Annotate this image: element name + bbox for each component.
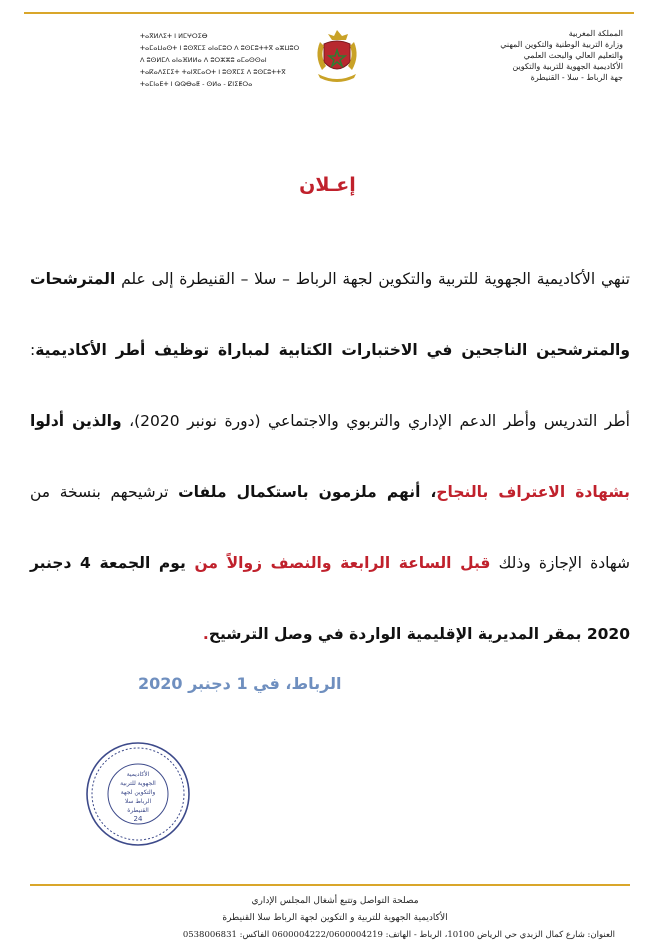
body-text-segment: تنهي الأكاديمية الجهوية للتربية والتكوين لجهة الرباط – سلا – القنيطرة إلى علم xyxy=(115,270,630,288)
body-bold-segment: ، أنهم ملزمون باستكمال ملفات xyxy=(178,483,437,501)
body-bold-segment: المترشحات والمترشحين الناجحين في الاختبارات الكتابية لمباراة توظيف أطر الأكاديمية xyxy=(30,270,630,359)
announcement-body xyxy=(30,244,630,670)
header-tifinagh-line: ⴷ ⵓⵙⵍⵎⴷ ⴰⵏⴰⴼⵍⵍⴰ ⴷ ⵓⵔⵣⵣⵓ ⴰⵎⴰⵙⵙⴰⵏ xyxy=(140,56,267,64)
header-arabic-line: وزارة التربية الوطنية والتكوين المهني xyxy=(500,40,623,49)
footer-address: العنوان: شارع كمال الزبدي حي الرياض 10100، الرباط - الهاتف: 0600004222/0600004219 الفاكس: 0538006831 xyxy=(182,930,615,940)
body-text-segment: ترشيحهم بنسخة من شهادة الإجازة وذلك xyxy=(30,483,630,572)
header-arabic-line: جهة الرباط - سلا - القنيطرة xyxy=(530,73,623,82)
announcement-title: إعـلان xyxy=(299,174,356,196)
header-tifinagh xyxy=(140,30,300,90)
footer xyxy=(55,893,615,944)
stamp-text-line: القنيطرة xyxy=(127,807,149,814)
header-tifinagh-line: ⵜⴰⴽⴰⴷⵉⵎⵉⵜ ⵜⴰⵏⴳⵎⴰⵔⵜ ⵏ ⵓⵙⴳⵎⵉ ⴷ ⵓⵙⵎⵓⵜⵜⴳ xyxy=(140,68,286,76)
official-stamp xyxy=(84,740,192,848)
stamp-text-line: والتكوين لجهة xyxy=(120,789,156,796)
header-arabic-line: الأكاديمية الجهوية للتربية والتكوين xyxy=(512,62,623,71)
header-tifinagh-line: ⵜⴰⴳⵍⴷⵉⵜ ⵏ ⵍⵎⵖⵔⵉⴱ xyxy=(140,32,208,40)
header-tifinagh-line: ⵜⴰⵎⴰⵡⴰⵙⵜ ⵏ ⵓⵙⴳⵎⵉ ⴰⵏⴰⵎⵓⵔ ⴷ ⵓⵙⵎⵓⵜⵜⴳ ⴰⵣⵡⵓⵔ xyxy=(140,44,300,52)
coat-of-arms-icon xyxy=(306,26,368,88)
body-highlight-segment: قبل الساعة الرابعة والنصف زوالاً من xyxy=(194,554,491,572)
body-bold-segment: يوم الجمعة 4 دجنبر 2020 بمقر المديرية الإقليمية الواردة في وصل الترشيح xyxy=(30,554,630,643)
document-date: الرباط، في 1 دجنبر 2020 xyxy=(138,674,342,693)
top-divider xyxy=(24,12,634,14)
header-arabic-line: والتعليم العالي والبحث العلمي xyxy=(523,51,623,60)
body-highlight-segment: بشهادة الاعتراف بالنجاح xyxy=(436,483,630,501)
header-arabic xyxy=(408,28,623,83)
stamp-text-line: الرباط سلا xyxy=(124,798,152,805)
stamp-number: 24 xyxy=(133,815,143,823)
body-text-segment: : أطر التدريس وأطر الدعم الإداري والتربوي والاجتماعي (دورة نونبر 2020)، xyxy=(30,341,630,430)
bottom-divider xyxy=(30,884,630,886)
body-bold-segment: والذين أدلوا xyxy=(30,412,122,430)
footer-institution: الأكاديمية الجهوية للتربية و التكوين لجهة الرباط سلا القنيطرة xyxy=(222,913,448,923)
header-tifinagh-line: ⵜⴰⵎⵏⴰⴹⵜ ⵏ ⵕⵕⴱⴰⵟ - ⵙⵍⴰ - ⵇⵏⵉⵟⵔⴰ xyxy=(140,80,253,88)
stamp-text-line: الجهوية للتربية xyxy=(120,780,156,787)
header-arabic-line: المملكة المغربية xyxy=(568,29,623,38)
body-highlight-segment: . xyxy=(202,625,209,643)
stamp-text-line: الأكاديمية xyxy=(126,771,150,778)
footer-service: مصلحة التواصل وتتبع أشغال المجلس الإداري xyxy=(251,896,419,906)
